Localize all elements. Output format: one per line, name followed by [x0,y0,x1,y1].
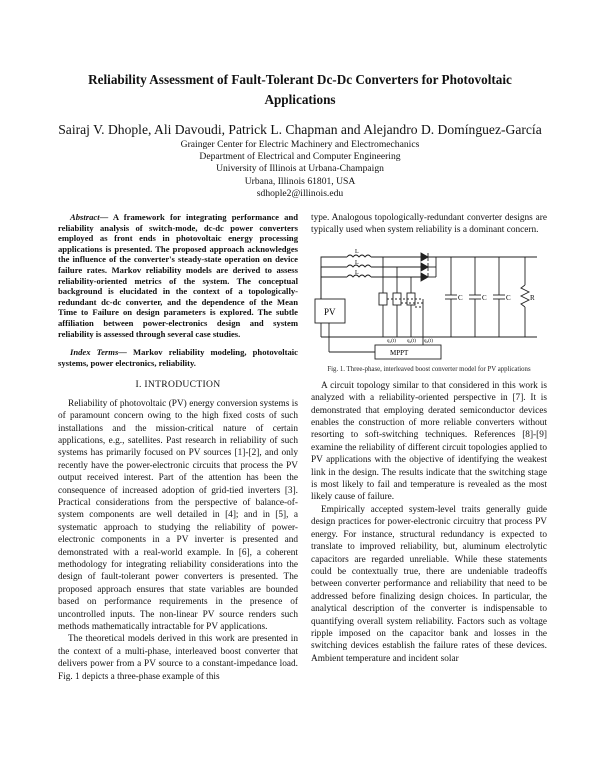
abstract-text: A framework for integrating performance and reliability analysis of switch-mode, dc-dc power converters employed as front ends in photovoltaic energy processing applications is presented. The proposed approach acknowledges the influence of the converter's steady-state operation on device failure rates. Markov reliability models are derived to assess reliability-oriented metrics of the system. The conceptual background is elucidated in the context of a topologically-redundant dc-dc converter, and the dependence of the Mean Time to Failure on design parameters is explored. The subtle affiliation between power-electronics design and system reliability is assessed through several case studies. [58,212,298,339]
affiliation-line: University of Illinois at Urbana-Champaign [216,163,384,175]
section-heading-introduction: I. INTRODUCTION [135,379,221,391]
figure-circuit [311,245,547,363]
label-inductor-1: L [355,248,359,255]
paper-title [60,70,540,110]
affiliation-line: Department of Electrical and Computer Engineering [199,151,401,163]
abstract-label: Abstract— [70,212,109,222]
paragraph: Empirically accepted system-level traits generally guide design practices for power-electronic circuitry that process PV energy. For instance, structural redundancy is expected to translate to improved reliability, but, aluminum electrolytic capacitors are regarded unreliable. While these statements could be contextually true, there are undeniable tradeoffs between converter performance and reliability that need to be addressed before finalizing design choices. In particular, the analytical description of the converter is indispensable to quantifying overall system reliability. Factors such as voltage ripple imposed on the capacitor bank and losses in the switching devices establish the failure rates of these devices. Ambient temperature and incident solar [311,504,547,664]
title-line-2: Applications [264,92,336,107]
circuit-diagram [311,245,547,363]
label-capacitor-3: C [506,293,511,302]
index-terms-text: Markov reliability modeling, photovoltaic systems, power electronics, reliability. [58,347,298,368]
figure-caption: Fig. 1. Three-phase, interleaved boost converter model for PV applications [327,365,531,373]
left-column [58,212,298,683]
right-column [311,212,547,665]
inductor-1 [347,255,371,257]
label-inductor-3: L [355,269,359,276]
label-mppt: MPPT [390,348,409,357]
inductor-2 [347,265,371,267]
paragraph: The theoretical models derived in this work are presented in the context of a multi-phase, interleaved boost converter that delivers power from a PV source to a constant-impedance load. Fig. 1 depicts a three-phase example of this [58,634,298,682]
label-q2: q₂(t) [407,338,416,344]
label-capacitor-2: C [482,293,487,302]
author-list: Sairaj V. Dhople, Ali Davoudi, Patrick L. Chapman and Alejandro D. Domínguez-García [58,122,542,137]
affiliation-line: Grainger Center for Electric Machinery and Electromechanics [180,139,420,150]
label-pv: PV [324,306,336,317]
affiliation-line: Urbana, Illinois 61801, USA [244,175,356,187]
paragraph: Reliability of photovoltaic (PV) energy conversion systems is of paramount concern owing to the high fixed costs of such installations and the mission-critical nature of certain applications, e.g., satellites. Past research in reliability of such systems has primarily focused on PV sources [1]-[2], and only recently have the power-electronic circuits that process the PV output received interest. Part of the attention has been the consequence of increased adoption of grid-tied inverters [3]. Practical considerations from the perspective of balance-of-system components are well detailed in [4]; and in [5], a systematic approach to studying the reliability of power-electronic components in a PV inverter is presented and demonstrated with a real-world example. In [6], a coherent methodology for integrating reliability considerations into the design of fault-tolerant power converters is presented. The proposed approach ensures that state variables are bounded based on performance requirements in the presence of uncontrolled inputs. The non-linear PV source renders such methods mathematically intractable for PV applications. [58,398,298,633]
author-email: sdhople2@illinois.edu [256,187,344,199]
load-resistor [521,285,529,307]
index-terms-label: Index Terms— [70,347,127,358]
paragraph: A circuit topology similar to that considered in this work is analyzed with a reliability-oriented perspective in [7]. It is demonstrated that employing derated semiconductor devices enables the construction of more reliable converters without resorting to soft-switching techniques. References [8]-[9] examine the reliability of different circuit topologies applied to PV applications with the objective of identifying the weakest link in the design. The results indicate that the switching stage is most likely to fail and temperature is revealed as the most likely cause of failure. [311,380,547,503]
label-resistor: R [530,293,535,302]
index-terms [58,347,298,368]
label-inductor-2: L [355,259,359,266]
title-line-1: Reliability Assessment of Fault-Tolerant Dc-Dc Converters for Photovoltaic [88,72,512,87]
label-capacitor-1: C [458,293,463,302]
paragraph: type. Analogous topologically-redundant converter designs are typically used when system reliability is a dominant concern. [311,213,547,236]
label-q1: q₁(t) [387,338,396,344]
affiliation-block [60,139,540,200]
label-q3: q₃(t) [424,338,433,344]
inductor-3 [347,275,371,277]
abstract [58,212,298,339]
